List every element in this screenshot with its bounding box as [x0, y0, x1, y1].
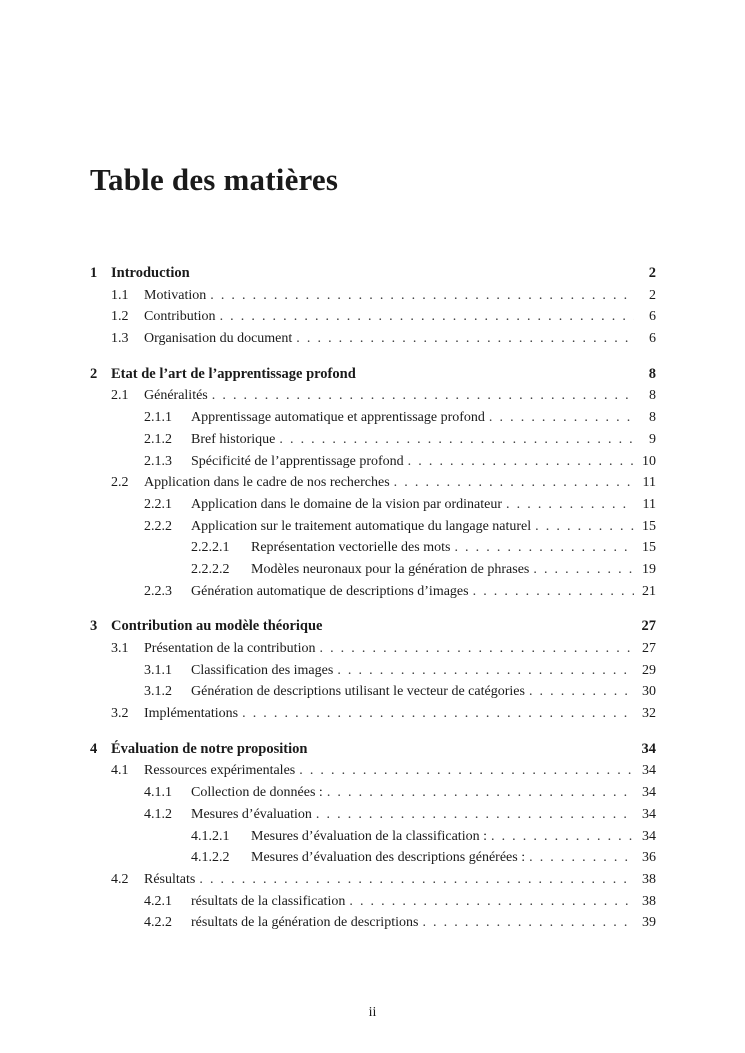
toc-section-entry[interactable]	[90, 559, 656, 581]
toc-entry-number: 1.2	[111, 309, 129, 325]
toc-entry-title: Présentation de la contribution	[144, 641, 316, 656]
toc-entry-title: Génération automatique de descriptions d’images	[191, 583, 469, 599]
toc-entry-number: 3.2	[111, 706, 129, 722]
toc-entry-title: Ressources expérimentales	[144, 763, 296, 779]
page-number: ii	[368, 1005, 377, 1020]
toc-dot-leader	[327, 782, 634, 804]
toc-dot-leader	[473, 581, 634, 603]
toc-entry-title: Contribution au modèle théorique	[111, 618, 323, 635]
toc-entry-page: 11	[642, 496, 656, 512]
toc-entry-page: 6	[649, 309, 656, 325]
toc-entry-page: 15	[642, 518, 656, 534]
toc-dot-leader	[529, 681, 634, 703]
toc-entry-title: Représentation vectorielle des mots	[251, 540, 451, 556]
toc-dot-leader	[210, 285, 634, 307]
toc-entry-number: 4.1.2	[144, 806, 172, 822]
toc-section-entry[interactable]	[90, 516, 656, 538]
toc-entry-page: 27	[641, 618, 656, 635]
toc-entry-page: 38	[642, 871, 656, 887]
toc-dot-leader	[506, 494, 634, 516]
toc-section-entry[interactable]	[90, 385, 656, 407]
toc-entry-title: Résultats	[144, 871, 196, 887]
toc-entry-page: 36	[642, 850, 656, 866]
toc-entry-number: 2.2.2.2	[191, 561, 230, 577]
toc-entry-page: 34	[642, 828, 656, 844]
toc-entry-page: 34	[642, 806, 656, 822]
toc-entry-page: 29	[642, 662, 656, 678]
toc-entry-title: Généralités	[144, 388, 208, 404]
toc-section-entry[interactable]	[90, 285, 656, 307]
toc-dot-leader	[212, 385, 634, 407]
toc-section-entry[interactable]	[90, 782, 656, 804]
toc-section-entry[interactable]	[90, 891, 656, 913]
toc-entry-number: 4.1.2.2	[191, 850, 230, 866]
toc-entry-number: 2.1.2	[144, 431, 172, 447]
toc-section-entry[interactable]	[90, 494, 656, 516]
toc-section-entry[interactable]	[90, 760, 656, 782]
toc-section-entry[interactable]	[90, 660, 656, 682]
toc-entry-page: 2	[649, 287, 656, 303]
toc-section-entry[interactable]	[90, 472, 656, 494]
toc-section-entry[interactable]	[90, 328, 656, 350]
toc-dot-leader	[491, 826, 634, 848]
toc-entry-title: Évaluation de notre proposition	[111, 740, 308, 757]
toc-dot-leader	[422, 912, 634, 934]
toc-chapter-entry[interactable]	[90, 364, 656, 386]
toc-dot-leader	[296, 328, 634, 350]
toc-section-entry[interactable]	[90, 638, 656, 660]
toc-entry-number: 2.2.1	[144, 496, 172, 512]
toc-entry-number: 3.1.1	[144, 662, 172, 678]
toc-entry-number: 4.2.1	[144, 893, 172, 909]
toc-section-entry[interactable]	[90, 451, 656, 473]
toc-dot-leader	[489, 407, 634, 429]
toc-dot-leader	[337, 660, 634, 682]
toc-entry-page: 11	[642, 475, 656, 491]
toc-entry-number: 4.2.2	[144, 915, 172, 931]
toc-entry-page: 30	[642, 684, 656, 700]
toc-entry-number: 2.2.2.1	[191, 540, 230, 556]
toc-entry-page: 8	[649, 410, 656, 426]
toc-dot-leader	[394, 472, 634, 494]
toc-chapter-entry[interactable]	[90, 263, 656, 285]
toc-entry-title: Génération de descriptions utilisant le vecteur de catégories	[191, 684, 525, 700]
toc-entry-page: 8	[649, 388, 656, 404]
toc-entry-number: 4	[90, 740, 98, 757]
toc-dot-leader	[529, 847, 634, 869]
toc-entry-number: 2.2	[111, 475, 129, 491]
toc-entry-title: Application dans le cadre de nos recherches	[144, 475, 390, 491]
toc-entry-title: Contribution	[144, 309, 216, 325]
toc-entry-number: 2.2.2	[144, 518, 172, 534]
toc-entry-title: Mesures d’évaluation des descriptions générées :	[251, 850, 526, 866]
toc-section-entry[interactable]	[90, 826, 656, 848]
toc-entry-title: Implémentations	[144, 706, 239, 722]
toc-dot-leader	[299, 760, 634, 782]
toc-entry-page: 6	[649, 331, 656, 347]
toc-entry-number: 2.1.3	[144, 453, 172, 469]
toc-entry-title: Modèles neuronaux pour la génération de phrases	[251, 561, 530, 577]
toc-entry-title: Bref historique	[191, 431, 276, 447]
toc-dot-leader	[535, 516, 634, 538]
toc-section-entry[interactable]	[90, 912, 656, 934]
toc-section-entry[interactable]	[90, 681, 656, 703]
toc-entry-page: 19	[642, 561, 656, 577]
toc-section-entry[interactable]	[90, 581, 656, 603]
toc-dot-leader	[533, 559, 634, 581]
toc-entry-title: Etat de l’art de l’apprentissage profond	[111, 365, 356, 382]
toc-entry-number: 4.2	[111, 871, 129, 887]
toc-entry-page: 9	[649, 431, 656, 447]
toc-entry-page: 10	[642, 453, 656, 469]
toc-dot-leader	[199, 869, 634, 891]
toc-entry-page: 34	[642, 785, 656, 801]
toc-entry-title: Collection de données :	[191, 785, 323, 801]
toc-entry-page: 15	[642, 540, 656, 556]
toc-section-entry[interactable]	[90, 703, 656, 725]
toc-entry-number: 4.1	[111, 763, 129, 779]
toc-entry-title: Mesures d’évaluation de la classification :	[251, 828, 487, 844]
toc-entry-title: Apprentissage automatique et apprentissage profond	[191, 410, 485, 426]
toc-section-entry[interactable]	[90, 407, 656, 429]
toc-entry-title: Spécificité de l’apprentissage profond	[191, 453, 404, 469]
table-of-contents	[90, 263, 656, 934]
toc-entry-title: Application sur le traitement automatique du langage naturel	[191, 518, 532, 534]
toc-entry-page: 8	[648, 365, 656, 382]
toc-entry-number: 2.2.3	[144, 583, 172, 599]
page-title: Table des matières	[90, 162, 339, 197]
toc-entry-title: Introduction	[111, 265, 190, 281]
toc-dot-leader	[319, 638, 634, 660]
toc-entry-title: Mesures d’évaluation	[191, 806, 312, 822]
toc-dot-leader	[454, 537, 634, 559]
toc-chapter-entry[interactable]	[90, 616, 656, 638]
toc-entry-page: 32	[642, 706, 656, 722]
toc-entry-number: 1.1	[111, 287, 129, 303]
toc-chapter-entry[interactable]	[90, 739, 656, 761]
toc-entry-number: 4.1.1	[144, 785, 172, 801]
toc-section-entry[interactable]	[90, 429, 656, 451]
toc-entry-page: 38	[642, 893, 656, 909]
toc-entry-page: 34	[641, 740, 656, 757]
toc-entry-title: résultats de la classification	[191, 893, 346, 909]
toc-entry-title: Motivation	[144, 287, 207, 303]
toc-entry-page: 27	[642, 641, 656, 656]
toc-entry-number: 1.3	[111, 331, 129, 347]
toc-entry-title: Classification des images	[191, 662, 334, 678]
toc-entry-page: 21	[642, 583, 656, 599]
toc-section-entry[interactable]	[90, 537, 656, 559]
toc-entry-number: 3.1.2	[144, 684, 172, 700]
toc-entry-title: résultats de la génération de descriptions	[191, 915, 419, 931]
toc-dot-leader	[220, 306, 634, 328]
toc-entry-page: 34	[642, 763, 656, 779]
toc-section-entry[interactable]	[90, 869, 656, 891]
toc-dot-leader	[279, 429, 634, 451]
toc-entry-page: 39	[642, 915, 656, 931]
toc-entry-title: Application dans le domaine de la vision par ordinateur	[191, 496, 503, 512]
toc-dot-leader	[349, 891, 634, 913]
toc-section-entry[interactable]	[90, 306, 656, 328]
toc-dot-leader	[242, 703, 634, 725]
toc-section-entry[interactable]	[90, 847, 656, 869]
toc-entry-number: 4.1.2.1	[191, 828, 230, 844]
toc-entry-number: 2	[90, 365, 98, 382]
toc-entry-number: 3.1	[111, 641, 129, 656]
toc-entry-number: 3	[90, 618, 98, 635]
toc-section-entry[interactable]	[90, 804, 656, 826]
toc-dot-leader	[316, 804, 634, 826]
toc-entry-title: Organisation du document	[144, 331, 293, 347]
toc-entry-number: 2.1	[111, 388, 129, 404]
toc-entry-number: 2.1.1	[144, 410, 172, 426]
toc-entry-page: 2	[648, 265, 656, 281]
toc-entry-number: 1	[90, 265, 98, 281]
toc-dot-leader	[408, 451, 634, 473]
